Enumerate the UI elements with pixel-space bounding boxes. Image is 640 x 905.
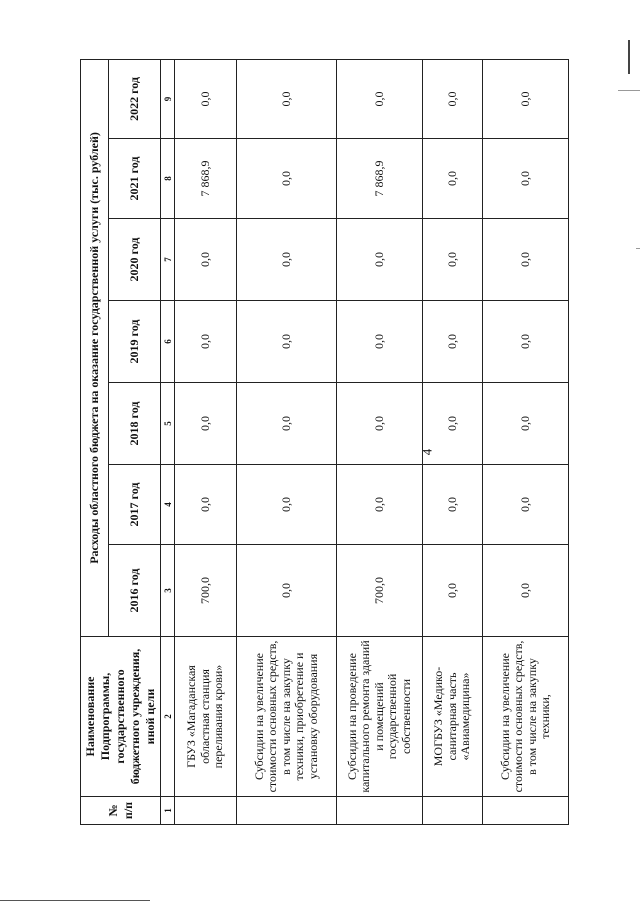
header-num: № п/п [81, 797, 161, 825]
scan-edge-mark [628, 40, 630, 74]
scan-edge-mark [618, 90, 640, 91]
row-value: 0,0 [337, 219, 423, 301]
row-value: 0,0 [483, 465, 569, 545]
row-name: Субсидии на проведение капитального ремонта зданий и помещений государственной собственности [337, 637, 423, 797]
row-value: 0,0 [337, 383, 423, 465]
row-name: МОГБУЗ «Медико-санитарная часть «Авиамедицина» [423, 637, 483, 797]
table-row [175, 59, 237, 824]
row-value: 0,0 [423, 219, 483, 301]
row-value: 0,0 [483, 383, 569, 465]
rotated-table-container [80, 60, 568, 825]
row-value: 0,0 [175, 383, 237, 465]
row-value: 7 868,9 [337, 139, 423, 219]
row-value: 0,0 [337, 59, 423, 138]
scan-edge-mark [636, 248, 640, 249]
table-row [237, 59, 337, 824]
row-value: 0,0 [483, 545, 569, 637]
header-year: 2019 год [109, 301, 161, 383]
header-group: Расходы областного бюджета на оказание государственной услуги (тыс. рублей) [81, 59, 109, 636]
header-year: 2018 год [109, 383, 161, 465]
row-name: Субсидии на увеличение стоимости основных средств, в том числе на закупку техники, приобретение и установку оборудования [237, 637, 337, 797]
row-value: 0,0 [237, 545, 337, 637]
index-cell: 2 [161, 637, 175, 797]
row-value: 0,0 [237, 465, 337, 545]
page-number: 4 [419, 448, 435, 456]
row-value: 0,0 [483, 59, 569, 138]
index-cell: 8 [161, 139, 175, 219]
row-value: 0,0 [175, 301, 237, 383]
row-value: 0,0 [423, 383, 483, 465]
row-value: 0,0 [423, 301, 483, 383]
row-name: ГБУЗ «Магаданская областная станция переливания крови» [175, 637, 237, 797]
row-value: 0,0 [237, 139, 337, 219]
row-value: 0,0 [337, 465, 423, 545]
row-value: 0,0 [237, 383, 337, 465]
row-num [337, 797, 423, 825]
row-value: 700,0 [175, 545, 237, 637]
row-value: 700,0 [337, 545, 423, 637]
row-num [237, 797, 337, 825]
header-year: 2020 год [109, 219, 161, 301]
row-num [175, 797, 237, 825]
row-value: 0,0 [237, 301, 337, 383]
budget-table [80, 59, 569, 825]
header-year: 2017 год [109, 465, 161, 545]
row-value: 0,0 [175, 465, 237, 545]
row-value: 0,0 [175, 219, 237, 301]
index-cell: 9 [161, 59, 175, 138]
row-value: 0,0 [423, 139, 483, 219]
row-value: 0,0 [423, 465, 483, 545]
table-row [337, 59, 423, 824]
header-year: 2021 год [109, 139, 161, 219]
header-name: Наименование Подпрограммы, государственного бюджетного учреждения, иной цели [81, 637, 161, 797]
row-value: 7 868,9 [175, 139, 237, 219]
header-year: 2022 год [109, 59, 161, 138]
row-value: 0,0 [423, 59, 483, 138]
index-cell: 1 [161, 797, 175, 825]
row-num [483, 797, 569, 825]
index-cell: 7 [161, 219, 175, 301]
index-cell: 6 [161, 301, 175, 383]
row-value: 0,0 [483, 219, 569, 301]
index-cell: 4 [161, 465, 175, 545]
row-num [423, 797, 483, 825]
scan-edge-mark [0, 900, 150, 901]
row-value: 0,0 [483, 139, 569, 219]
row-name: Субсидии на увеличение стоимости основных средств, в том числе на закупку техники, [483, 637, 569, 797]
index-cell: 3 [161, 545, 175, 637]
table-row [423, 59, 483, 824]
row-value: 0,0 [175, 59, 237, 138]
row-value: 0,0 [337, 301, 423, 383]
row-value: 0,0 [483, 301, 569, 383]
table-row [483, 59, 569, 824]
header-year: 2016 год [109, 545, 161, 637]
row-value: 0,0 [423, 545, 483, 637]
row-value: 0,0 [237, 219, 337, 301]
row-value: 0,0 [237, 59, 337, 138]
index-cell: 5 [161, 383, 175, 465]
